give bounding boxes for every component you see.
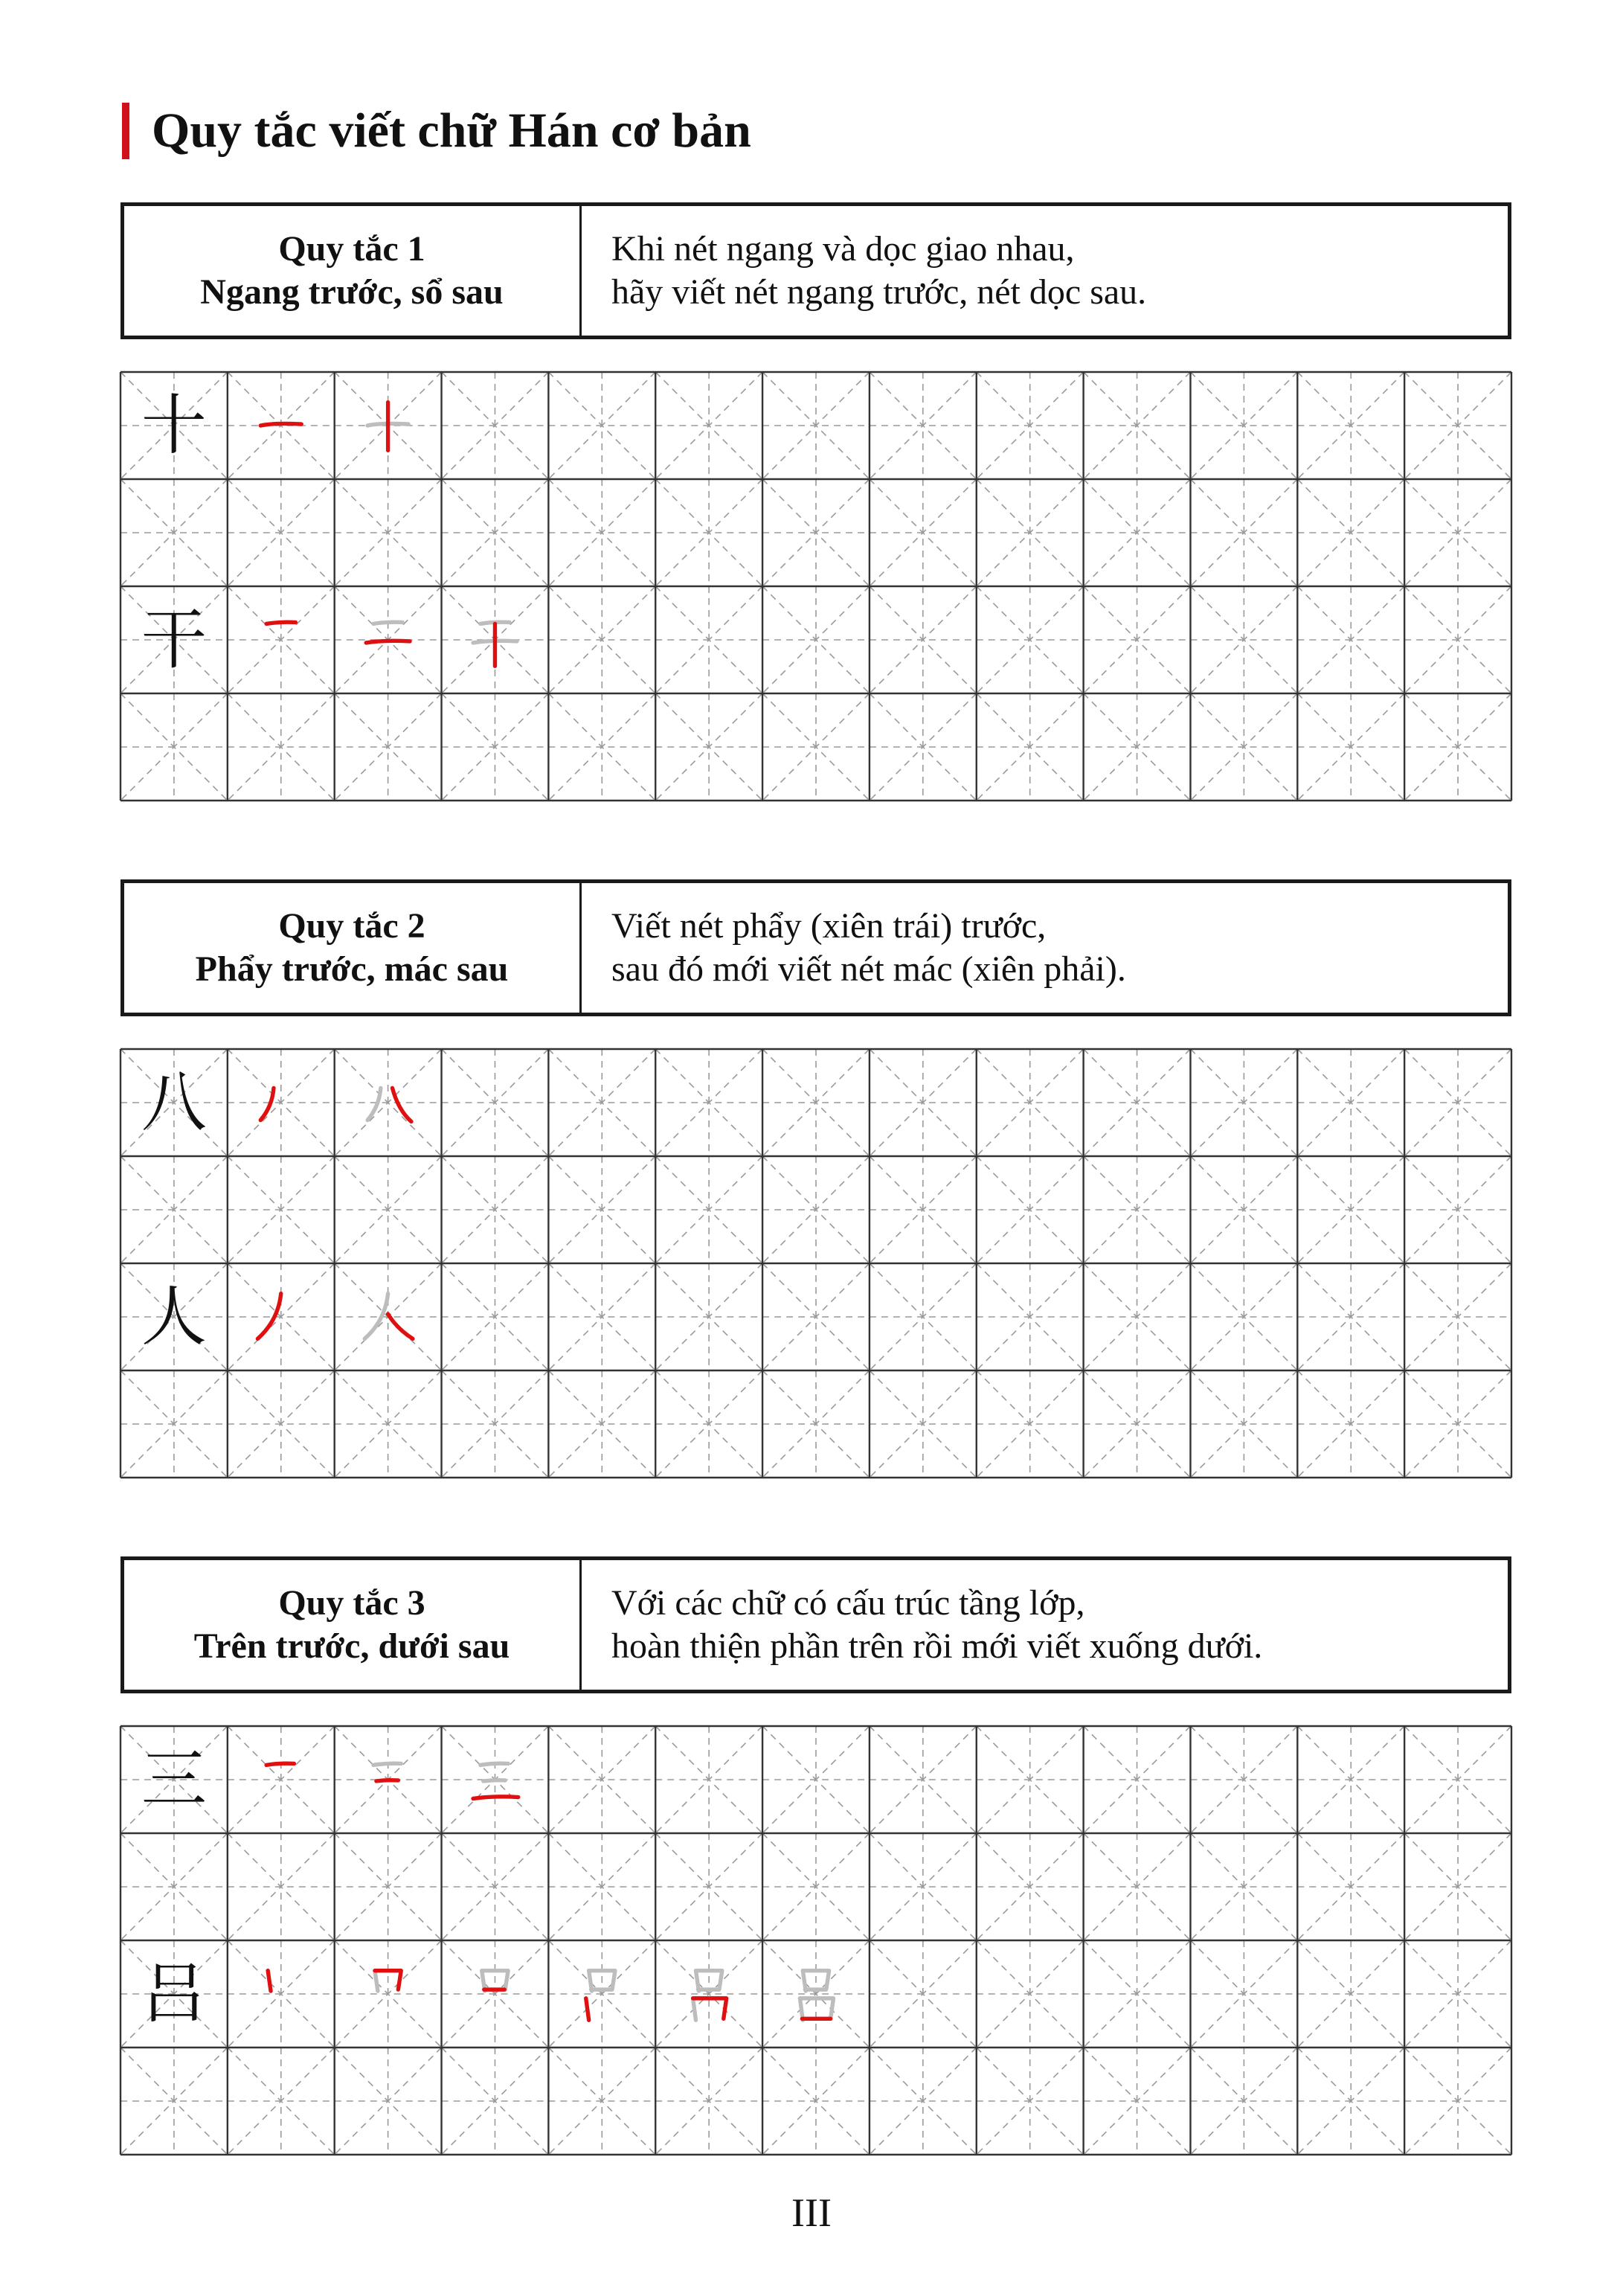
rule-1-heading xyxy=(124,206,582,336)
model-character: 人 xyxy=(141,1278,207,1355)
stroke-order-step xyxy=(473,1763,518,1798)
new-stroke xyxy=(268,1971,271,1991)
rule-2-practice-grid xyxy=(120,1049,1511,1478)
new-stroke xyxy=(260,1088,274,1120)
rule-1-desc-line-2: hãy viết nét ngang trước, nét dọc sau. xyxy=(611,272,1147,312)
stroke-order-step xyxy=(367,403,408,451)
model-character: 三 xyxy=(141,1741,207,1818)
rule-2-name: Phẩy trước, mác sau xyxy=(195,949,509,989)
new-stroke xyxy=(266,1763,294,1765)
stroke-order-step xyxy=(257,1294,280,1339)
model-character: 吕 xyxy=(141,1955,207,2032)
new-stroke xyxy=(693,1998,727,2018)
rule-2-number: Quy tắc 2 xyxy=(278,906,425,946)
model-character: 八 xyxy=(141,1064,207,1141)
new-stroke xyxy=(366,641,410,643)
rule-1-box xyxy=(120,202,1511,339)
stroke-order-step xyxy=(268,1971,271,1991)
rule-1-desc-line-1: Khi nét ngang và dọc giao nhau, xyxy=(611,229,1075,269)
stroke-order-step xyxy=(373,1763,401,1781)
rule-3-number: Quy tắc 3 xyxy=(278,1583,425,1623)
rule-1-practice-grid xyxy=(120,372,1511,801)
model-character: 十 xyxy=(141,387,207,464)
rule-3-desc-line-1: Với các chữ có cấu trúc tầng lớp, xyxy=(611,1583,1085,1623)
rule-3-practice-grid xyxy=(120,1726,1511,2155)
rule-3-heading xyxy=(124,1560,582,1690)
new-stroke xyxy=(586,1998,589,2020)
new-stroke xyxy=(376,1780,398,1781)
previous-stroke xyxy=(375,1971,378,1991)
previous-stroke xyxy=(373,622,402,623)
rule-3-desc-line-2: hoàn thiện phần trên rồi mới viết xuống dưới. xyxy=(611,1626,1263,1666)
rule-2-heading xyxy=(124,883,582,1013)
previous-stroke xyxy=(483,1780,505,1781)
previous-stroke xyxy=(800,1998,833,2018)
rule-3-name: Trên trước, dưới sau xyxy=(193,1626,510,1666)
new-stroke xyxy=(257,1294,280,1339)
rule-3-description xyxy=(582,1560,1508,1690)
stroke-order-step xyxy=(266,622,295,623)
previous-stroke xyxy=(373,1763,401,1765)
rule-1-name: Ngang trước, sổ sau xyxy=(200,272,504,312)
previous-stroke xyxy=(481,1763,508,1765)
rule-2-desc-line-1: Viết nét phẩy (xiên trái) trước, xyxy=(611,906,1047,946)
stroke-order-step xyxy=(266,1763,294,1765)
stroke-order-step xyxy=(473,622,517,666)
new-stroke xyxy=(473,1797,518,1799)
previous-stroke xyxy=(364,1294,388,1339)
stroke-order-step xyxy=(260,1088,274,1120)
rule-1-description xyxy=(582,206,1508,336)
page-title: Quy tắc viết chữ Hán cơ bản xyxy=(122,103,751,159)
stroke-order-step xyxy=(260,423,301,426)
rule-2-desc-line-2: sau đó mới viết nét mác (xiên phải). xyxy=(611,949,1126,989)
new-stroke xyxy=(388,1314,413,1338)
new-stroke xyxy=(266,622,295,623)
previous-stroke xyxy=(693,1998,696,2020)
rule-1-number: Quy tắc 1 xyxy=(278,229,425,269)
model-character: 干 xyxy=(141,601,207,678)
new-stroke xyxy=(260,423,301,426)
rule-2-description xyxy=(582,883,1508,1013)
page-number: III xyxy=(791,2190,832,2235)
rule-3-box xyxy=(120,1556,1511,1693)
previous-stroke xyxy=(367,1088,381,1120)
rule-2-box xyxy=(120,879,1511,1016)
